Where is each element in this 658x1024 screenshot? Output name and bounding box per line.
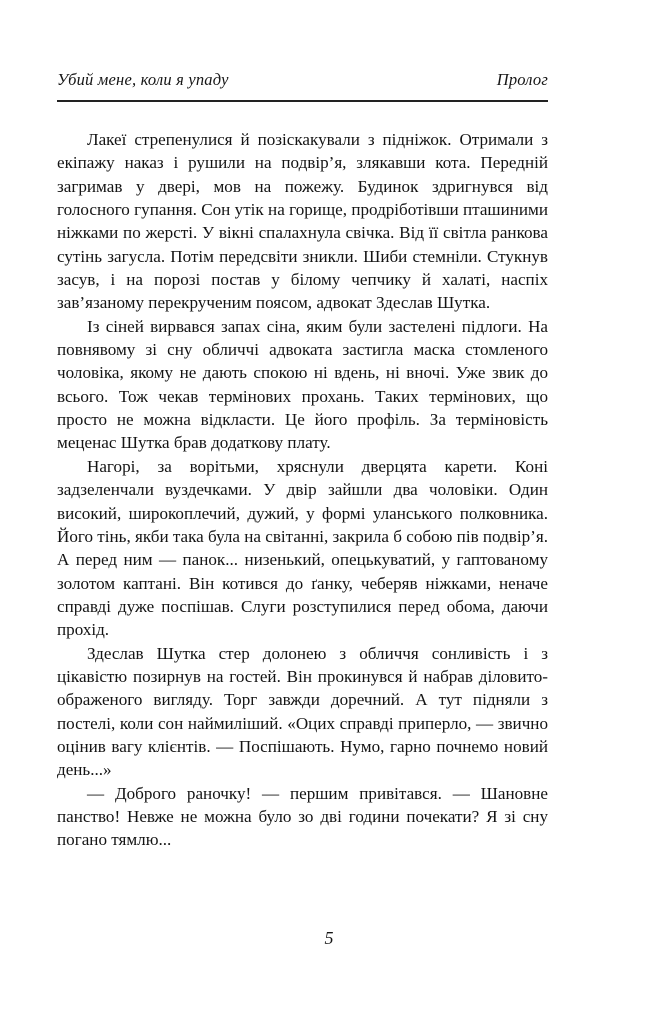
- body-paragraph: Здеслав Шутка стер долонею з обличчя сонливість і з цікавістю позирнув на гостей. Він прокинувся й набрав діловито-ображеного вигляду. Торг завжди доречний. А тут підняли з постелі, коли сон наймиліший. «Оцих справді приперло, — звично оцінив вагу клієнтів. — Поспішають. Нумо, гарно почнемо новий день...»: [57, 643, 548, 780]
- body-text-block: [57, 128, 548, 852]
- body-paragraph: Із сіней вирвався запах сіна, яким були застелені підлоги. На повнявому зі сну обличчі адвоката застигла маска стомленого чоловіка, якому не дають спокою ні вдень, ні вночі. Уже звик до всього. Тож чекав термінових прохань. Таких термінових, що просто не можна відкласти. Це його профіль. За терміновість меценас Шутка брав додаткову плату.: [57, 316, 548, 453]
- running-head-book-title: Убий мене, коли я упаду: [57, 70, 229, 89]
- body-paragraph: — Доброго раночку! — першим привітався. — Шановне панство! Невже не можна було зо дві години почекати? Я зі сну погано тямлю...: [57, 783, 548, 850]
- running-head-section-title: Пролог: [496, 70, 548, 89]
- header-divider-rule: [57, 100, 548, 102]
- page-number: 5: [324, 928, 334, 948]
- body-paragraph: Лакеї стрепенулися й позіскакували з підніжок. Отримали з екіпажу наказ і рушили на подвір’я, злякавши кота. Передній загримав у двері, мов на пожежу. Будинок здригнувся від голосного гупання. Сон утік на горище, продріботівши пташиними ніжками по жерсті. У вікні спалахнула свічка. Від її світла ранкова сутінь загусла. Потім передсвіти зникли. Шиби стемніли. Стукнув засув, і на порозі постав у білому чепчику й халаті, наспіх зав’язаному перекрученим поясом, адвокат Здеслав Шутка.: [57, 130, 548, 313]
- body-paragraph: Нагорі, за ворітьми, хряснули дверцята карети. Коні задзеленчали вуздечками. У двір зайшли два чоловіки. Один високий, широкоплечий, дужий, у формі уланського полковника. Його тінь, якби така була на світанні, закрила б собою пів подвір’я. А перед ним — панок... низенький, опецькуватий, у гаптованому золотом каптані. Він котився до ґанку, чеберяв ніжками, неначе справді дуже поспішав. Слуги розступилися перед обома, даючи прохід.: [57, 456, 549, 640]
- running-head: [57, 70, 548, 90]
